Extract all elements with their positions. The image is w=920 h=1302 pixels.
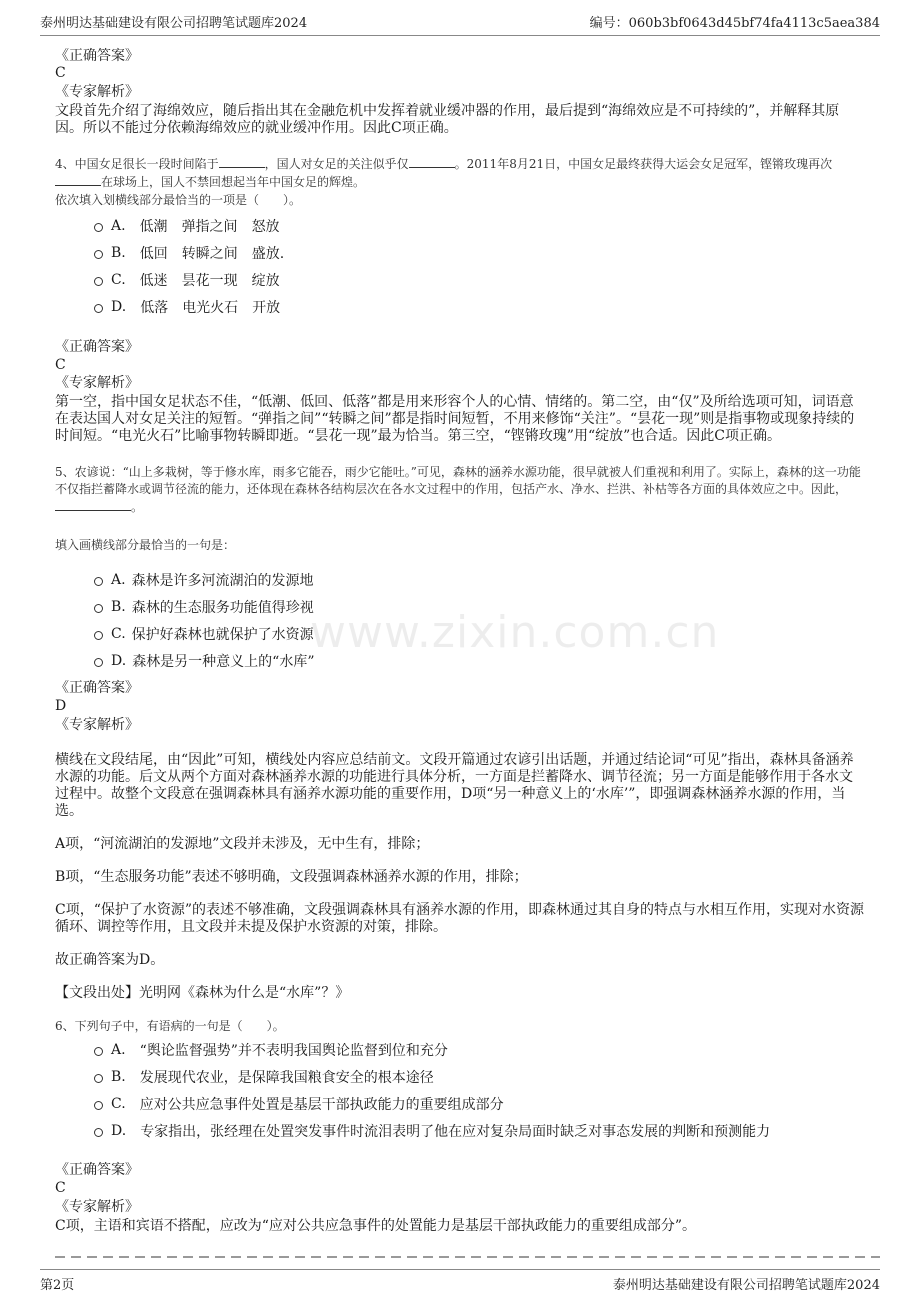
q5-option-c[interactable]: C. 保护好森林也就保护了水资源 — [94, 624, 314, 644]
q3-analysis: 文段首先介绍了海绵效应，随后指出其在金融危机中发挥着就业缓冲器的作用，最后提到“海绵效应是不可持续的”，并解释其原因。所以不能过分依赖海绵效应的就业缓冲作用。因此C项正确。 — [55, 103, 840, 136]
header-title: 泰州明达基础建设有限公司招聘笔试题库2024 — [40, 16, 308, 31]
q6-stem: 6、下列句子中，有语病的一句是（ ）。 — [55, 1019, 285, 1033]
q6-answer-label: 《正确答案》 — [55, 1162, 139, 1178]
q4-answer-label: 《正确答案》 — [55, 339, 139, 355]
q4-analysis: 第一空，指中国女足状态不佳，“低潮、低回、低落”都是用来形容个人的心情、情绪的。第二空，由“仅”及所给选项可知，词语意在表达国人对女足关注的短暂。“弹指之间”“转瞬之间”都是指时间短暂，不用来修饰“关注”。“昙花一现”则是指事物或现象持续的时间短。“电光火石”比喻事物转瞬即逝。“昙花一现”最为恰当。第三空，“铿锵玫瑰”用“绽放”也合适。因此C项正确。 — [55, 394, 855, 444]
page-footer — [40, 1269, 880, 1293]
blank-3 — [55, 173, 101, 186]
q4-stem: 4、中国女足很长一段时间陷于 ，国人对女足的关注似乎仅 。2011年8月21日，中国女足最终获得大运会女足冠军，铿锵玫瑰再次在球场上，国人不禁回想起当年中国女足的辉煌。 — [55, 157, 833, 189]
q3-answer-label: 《正确答案》 — [55, 48, 139, 64]
q5-analysis-c: C项，“保护了水资源”的表述不够准确，文段强调森林具有涵养水源的作用，即森林通过其自身的特点与水相互作用，实现对水资源循环、调控等作用，且文段并未提及保护水资源的对策，排除。 — [55, 902, 865, 935]
q4-answer: C — [55, 357, 66, 373]
q5-analysis-main: 横线在文段结尾，由“因此”可知，横线处内容应总结前文。文段开篇通过农谚引出话题，并通过结论词“可见”指出，森林具备涵养水源的功能。后文从两个方面对森林涵养水源的功能进行具体分析，一方面是拦蓄降水、调节径流；另一方面是能够作用于各水文过程中。故整个文段意在强调森林具有涵养水源功能的重要作用，D项“另一种意义上的‘水库’”，即强调森林涵养水源的作用，当选。 — [55, 752, 854, 819]
q5-analysis-label: 《专家解析》 — [55, 717, 139, 733]
q6-analysis-label: 《专家解析》 — [55, 1199, 139, 1215]
radio-icon[interactable] — [94, 223, 103, 232]
q5-source: 【文段出处】光明网《森林为什么是“水库”？》 — [55, 985, 350, 1001]
q5-answer: D — [55, 698, 67, 714]
radio-icon[interactable] — [94, 631, 103, 640]
radio-icon[interactable] — [94, 304, 103, 313]
page-header — [40, 12, 880, 36]
next-question-cut-line — [55, 1252, 880, 1260]
radio-icon[interactable] — [94, 1047, 103, 1056]
q3-analysis-label: 《专家解析》 — [55, 84, 139, 100]
blank-2 — [409, 155, 455, 168]
radio-icon[interactable] — [94, 277, 103, 286]
q4-option-b[interactable]: B. 低回 转瞬之间 盛放. — [94, 243, 284, 263]
watermark: www.zixin.com.cn — [310, 607, 720, 658]
q5-stem: 5、农谚说：“山上多栽树，等于修水库，雨多它能吞，雨少它能吐。”可见，森林的涵养水源功能，很早就被人们重视和利用了。实际上，森林的这一功能不仅指拦蓄降水或调节径流的能力，还体现在森林各结构层次在各水文过程中的作用，包括产水、净水、拦洪、补枯等各方面的具体效应之中。因此，。 — [55, 465, 861, 514]
radio-icon[interactable] — [94, 1101, 103, 1110]
q5-option-a[interactable]: A. 森林是许多河流湖泊的发源地 — [94, 570, 314, 590]
footer-title: 泰州明达基础建设有限公司招聘笔试题库2024 — [612, 1278, 880, 1293]
q5-instruction: 填入画横线部分最恰当的一句是： — [55, 538, 236, 552]
radio-icon[interactable] — [94, 250, 103, 259]
radio-icon[interactable] — [94, 604, 103, 613]
q6-option-a[interactable]: A. “舆论监督强势”并不表明我国舆论监督到位和充分 — [94, 1040, 448, 1060]
header-doc-id: 编号：060b3bf0643d45bf74fa4113c5aea384 — [589, 16, 880, 31]
q4-instruction: 依次填入划横线部分最恰当的一项是（ ）。 — [55, 193, 302, 207]
q5-analysis-a: A项，“河流湖泊的发源地”文段并未涉及，无中生有，排除； — [55, 836, 430, 852]
q6-option-b[interactable]: B. 发展现代农业，是保障我国粮食安全的根本途径 — [94, 1067, 434, 1087]
q5-option-b[interactable]: B. 森林的生态服务功能值得珍视 — [94, 597, 314, 617]
q6-option-c[interactable]: C. 应对公共应急事件处置是基层干部执政能力的重要组成部分 — [94, 1094, 504, 1114]
radio-icon[interactable] — [94, 577, 103, 586]
q5-conclusion: 故正确答案为D。 — [55, 952, 165, 968]
q3-answer: C — [55, 65, 66, 81]
q5-option-d[interactable]: D. 森林是另一种意义上的“水库” — [94, 651, 315, 671]
q5-analysis-b: B项，“生态服务功能”表述不够明确，文段强调森林涵养水源的作用，排除； — [55, 869, 528, 885]
blank-answer — [55, 498, 131, 511]
radio-icon[interactable] — [94, 1074, 103, 1083]
q5-answer-label: 《正确答案》 — [55, 680, 139, 696]
blank-1 — [219, 155, 265, 168]
page-number: 第2页 — [40, 1278, 75, 1293]
q6-answer: C — [55, 1180, 66, 1196]
radio-icon[interactable] — [94, 1128, 103, 1137]
radio-icon[interactable] — [94, 658, 103, 667]
q4-option-d[interactable]: D. 低落 电光火石 开放 — [94, 297, 280, 317]
q4-analysis-label: 《专家解析》 — [55, 375, 139, 391]
q6-analysis: C项，主语和宾语不搭配，应改为“应对公共应急事件的处置能力是基层干部执政能力的重要组成部分”。 — [55, 1218, 697, 1234]
q4-option-c[interactable]: C. 低迷 昙花一现 绽放 — [94, 270, 280, 290]
q4-option-a[interactable]: A. 低潮 弹指之间 怒放 — [94, 216, 280, 236]
q6-option-d[interactable]: D. 专家指出，张经理在处置突发事件时流泪表明了他在应对复杂局面时缺乏对事态发展的判断和预测能力 — [94, 1121, 770, 1141]
